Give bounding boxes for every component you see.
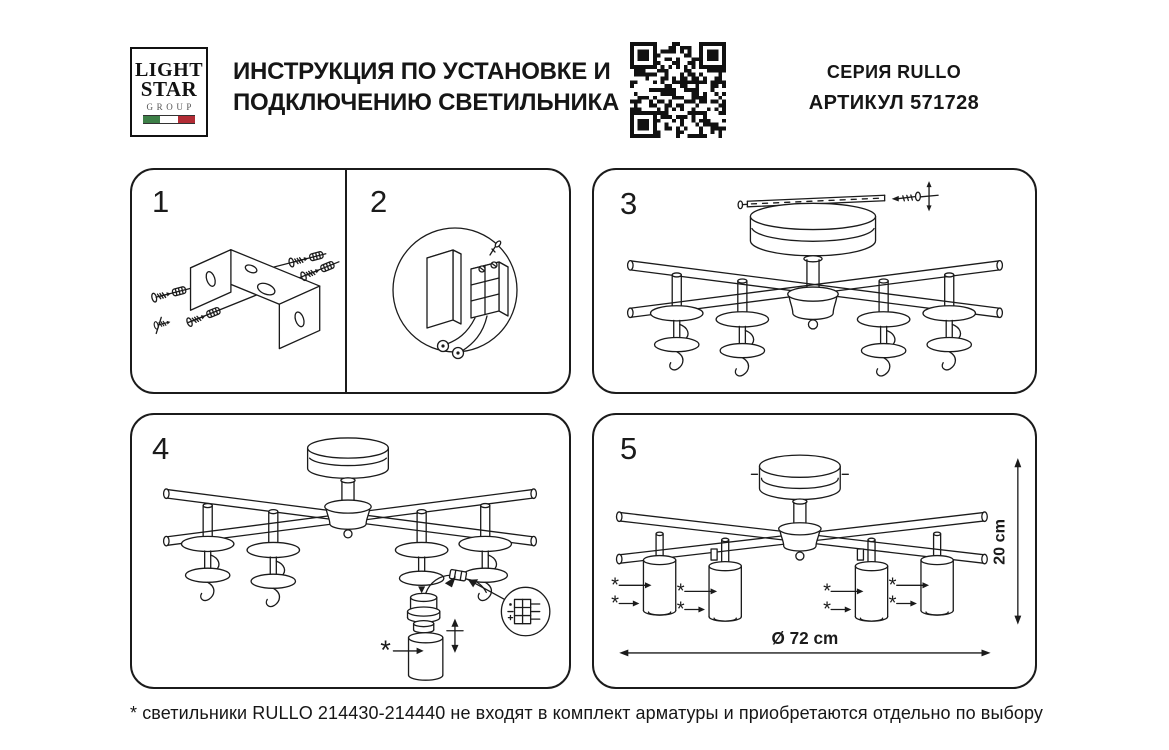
step-5-number: 5 [620,431,638,466]
step4-assembly-diagram [132,415,569,687]
svg-text:*: * [676,580,685,603]
step-3-number: 3 [620,186,638,221]
center-hub [779,523,821,560]
svg-text:*: * [380,633,391,665]
step2-wiring-diagram [345,170,565,392]
logo-line2: STAR [140,76,198,101]
diameter-dimension [619,628,990,657]
height-dimension [991,458,1022,625]
logo-line1: LIGHT [134,58,204,81]
title-line1: ИНСТРУКЦИЯ ПО УСТАНОВКЕ И [233,58,611,85]
qr-code-pattern [630,42,726,138]
product-info [788,62,1000,115]
svg-text:*: * [888,592,897,615]
panel-steps-1-2 [130,168,571,394]
title-line2: ПОДКЛЮЧЕНИЮ СВЕТИЛЬНИКА [233,89,620,116]
small-screw-icon [153,317,171,333]
fixing-screw-icon [892,181,938,211]
lightstar-logo [130,47,208,137]
lamp-shade [409,633,443,680]
svg-text:*: * [676,598,685,621]
center-hub [325,500,371,538]
logo-line3: GROUP [146,101,196,112]
center-hub [788,287,838,329]
italian-flag-stripe [143,115,195,124]
mounting-bracket [191,250,320,349]
terminal-detail-circle [468,579,550,636]
panel-step-3 [592,168,1037,394]
junction-box [427,250,461,328]
qr-code [630,42,726,138]
move-direction-icon [447,619,463,653]
panel-step-4 [130,413,571,689]
stem [341,478,355,503]
stem [793,499,807,525]
svg-text:*: * [888,574,897,597]
svg-text:*: * [611,574,620,597]
svg-text:*: * [823,580,831,603]
step-2-number: 2 [370,184,388,219]
footnote: * светильники RULLO 214430-214440 не входят в комплект арматуры и приобретаются отдельно по выбору [130,703,1044,723]
svg-text:*: * [823,598,831,621]
panel-step-5 [592,413,1037,689]
canopy [308,438,389,478]
svg-text:*: * [611,592,620,615]
height-label: 20 cm [990,519,1009,565]
page-title [233,56,619,118]
article-label: АРТИКУЛ 571728 [808,92,980,114]
step-4-number: 4 [152,431,170,466]
canopy [750,203,875,255]
step-1-number: 1 [152,184,170,219]
series-label: СЕРИЯ RULLO [826,62,962,82]
step5-final-diagram [594,415,1035,687]
canopy [751,455,848,499]
asterisk-pointers [611,574,929,620]
diameter-label: Ø 72 cm [771,627,839,648]
step3-fixture-diagram [594,170,1035,392]
